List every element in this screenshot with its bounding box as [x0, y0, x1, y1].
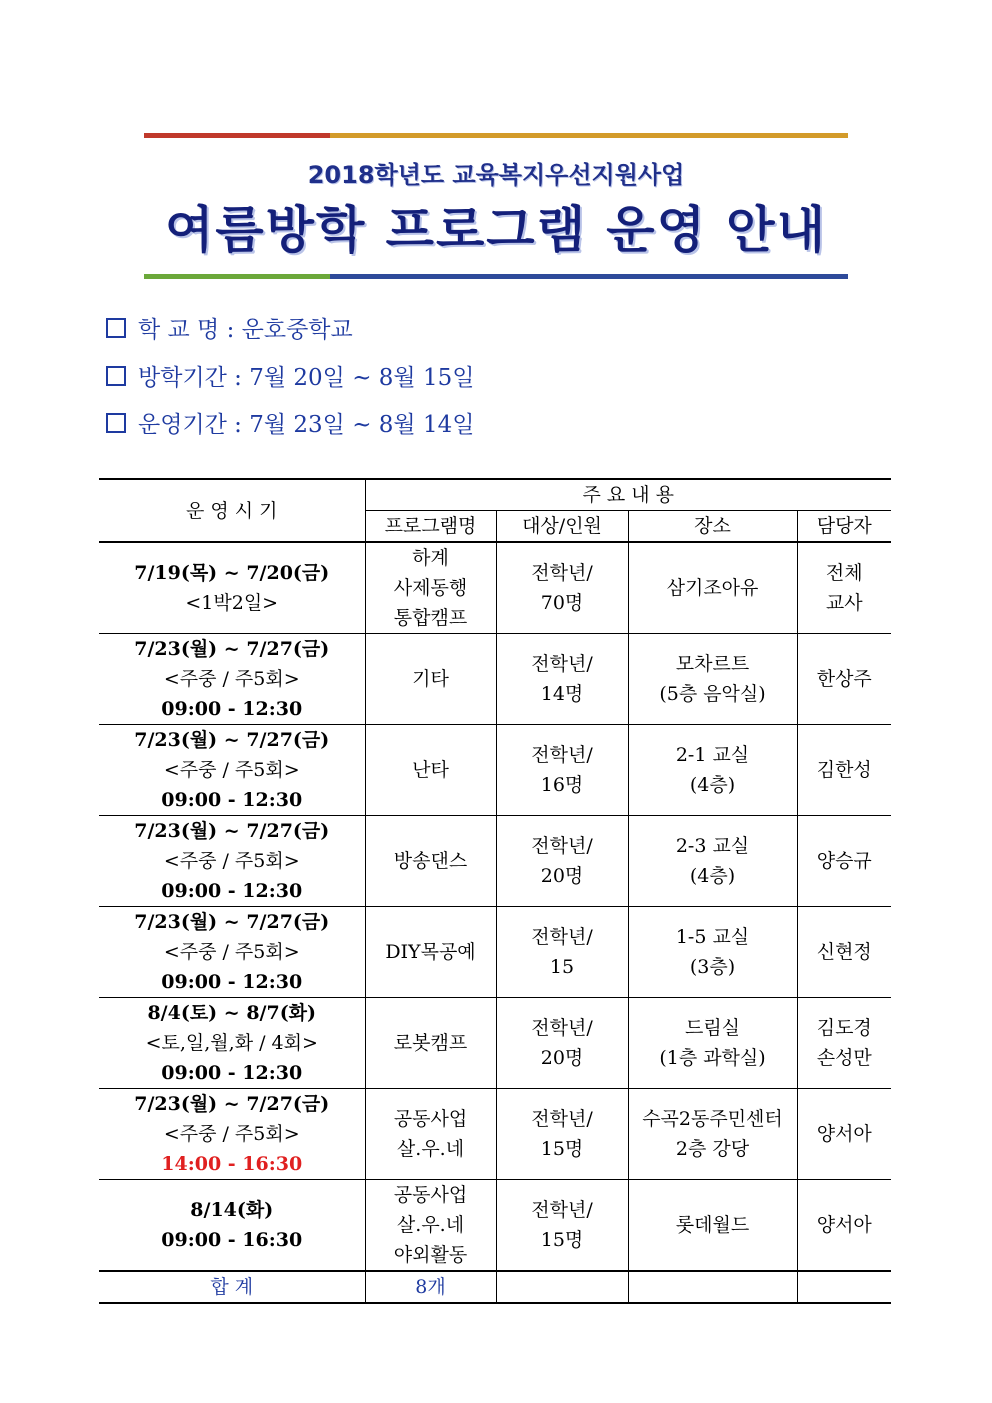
cell-place — [628, 998, 797, 1089]
place-line: (4층) — [689, 774, 736, 796]
place-line: (1층 과학실) — [659, 1047, 766, 1069]
table-row — [99, 998, 891, 1089]
cell-target — [496, 907, 628, 998]
total-empty — [496, 1271, 628, 1303]
place-line: 1-5 교실 — [675, 926, 750, 948]
period-time: 09:00 - 12:30 — [161, 880, 303, 902]
manager-line: 교사 — [825, 592, 863, 614]
manager-line: 신현정 — [816, 941, 872, 963]
period-sub: <주중 / 주5회> — [163, 941, 300, 963]
program-line: 통합캠프 — [393, 607, 468, 629]
program-table — [99, 478, 891, 1304]
cell-place — [628, 1180, 797, 1272]
program-line: 난타 — [412, 759, 449, 781]
manager-line: 전체 — [825, 562, 863, 584]
period-sub: <주중 / 주5회> — [163, 668, 300, 690]
target-line: 20명 — [540, 1047, 584, 1069]
header-period: 운 영 시 기 — [99, 479, 365, 542]
header-program: 프로그램명 — [365, 511, 496, 543]
info-operation — [106, 406, 474, 439]
target-line: 전학년/ — [531, 926, 593, 948]
program-line: 공동사업 — [393, 1184, 468, 1206]
target-line: 15명 — [540, 1138, 584, 1160]
period-date: 7/19(목) ~ 7/20(금) — [134, 562, 330, 584]
cell-period — [99, 816, 365, 907]
target-line: 전학년/ — [531, 1017, 593, 1039]
program-line: 방송댄스 — [393, 850, 468, 872]
place-line: 모차르트 — [675, 653, 750, 675]
cell-program — [365, 634, 496, 725]
cell-manager — [797, 725, 891, 816]
table-row — [99, 816, 891, 907]
checkbox-square-icon — [106, 413, 126, 433]
period-sub: <주중 / 주5회> — [163, 759, 300, 781]
cell-place — [628, 634, 797, 725]
period-sub: <토,일,월,화 / 4회> — [145, 1032, 318, 1054]
place-line: (5층 음악실) — [659, 683, 766, 705]
place-line: 2-3 교실 — [675, 835, 750, 857]
place-line: 수곡2동주민센터 — [642, 1108, 783, 1130]
top-rule-red — [144, 133, 330, 138]
manager-line: 양서아 — [816, 1123, 872, 1145]
cell-period — [99, 1180, 365, 1272]
program-line: 로봇캠프 — [393, 1032, 468, 1054]
table-row — [99, 725, 891, 816]
total-count: 8개 — [365, 1271, 496, 1303]
cell-manager — [797, 907, 891, 998]
table-row — [99, 634, 891, 725]
cell-program — [365, 542, 496, 634]
cell-manager — [797, 542, 891, 634]
total-empty — [628, 1271, 797, 1303]
bottom-rule-green — [144, 274, 330, 279]
table-row — [99, 542, 891, 634]
table-row — [99, 1089, 891, 1180]
place-line: (3층) — [689, 956, 736, 978]
manager-line: 손성만 — [816, 1047, 872, 1069]
place-line: 2-1 교실 — [675, 744, 750, 766]
program-line: 살.우.네 — [396, 1214, 465, 1236]
target-line: 전학년/ — [531, 835, 593, 857]
period-date: 8/14(화) — [190, 1199, 274, 1221]
cell-program — [365, 1180, 496, 1272]
cell-place — [628, 907, 797, 998]
period-date: 7/23(월) ~ 7/27(금) — [134, 638, 330, 660]
total-label: 합 계 — [99, 1271, 365, 1303]
total-empty — [797, 1271, 891, 1303]
bottom-rule-blue — [330, 274, 848, 279]
program-line: DIY목공예 — [385, 941, 476, 963]
target-line: 20명 — [540, 865, 584, 887]
manager-line: 김한성 — [816, 759, 872, 781]
place-line: 드림실 — [684, 1017, 741, 1039]
cell-manager — [797, 1180, 891, 1272]
top-rule-gold — [330, 133, 848, 138]
target-line: 15 — [549, 956, 575, 978]
program-line: 사제동행 — [393, 577, 468, 599]
place-line: 삼기조아유 — [666, 577, 759, 599]
cell-manager — [797, 816, 891, 907]
period-time: 09:00 - 16:30 — [161, 1229, 303, 1251]
header-target: 대상/인원 — [496, 511, 628, 543]
manager-line: 김도경 — [816, 1017, 872, 1039]
place-line: (4층) — [689, 865, 736, 887]
period-date: 7/23(월) ~ 7/27(금) — [134, 911, 330, 933]
target-line: 70명 — [540, 592, 584, 614]
period-sub: <주중 / 주5회> — [163, 1123, 300, 1145]
period-date: 8/4(토) ~ 8/7(화) — [147, 1002, 317, 1024]
cell-program — [365, 1089, 496, 1180]
cell-manager — [797, 998, 891, 1089]
cell-target — [496, 1180, 628, 1272]
manager-line: 양서아 — [816, 1214, 872, 1236]
cell-program — [365, 816, 496, 907]
period-time: 09:00 - 12:30 — [161, 971, 303, 993]
cell-target — [496, 1089, 628, 1180]
checkbox-square-icon — [106, 318, 126, 338]
table-row — [99, 907, 891, 998]
period-time: 09:00 - 12:30 — [161, 698, 303, 720]
place-line: 2층 강당 — [675, 1138, 750, 1160]
cell-program — [365, 907, 496, 998]
period-date: 7/23(월) ~ 7/27(금) — [134, 1093, 330, 1115]
target-line: 전학년/ — [531, 653, 593, 675]
info-operation-text: 운영기간 : 7월 23일 ~ 8월 14일 — [138, 412, 475, 438]
manager-line: 양승규 — [816, 850, 872, 872]
cell-target — [496, 816, 628, 907]
cell-target — [496, 725, 628, 816]
target-line: 15명 — [540, 1229, 584, 1251]
period-time: 14:00 - 16:30 — [161, 1153, 303, 1175]
target-line: 전학년/ — [531, 744, 593, 766]
target-line: 전학년/ — [531, 562, 593, 584]
period-date: 7/23(월) ~ 7/27(금) — [134, 820, 330, 842]
program-line: 공동사업 — [393, 1108, 468, 1130]
target-line: 16명 — [540, 774, 584, 796]
cell-manager — [797, 1089, 891, 1180]
cell-period — [99, 634, 365, 725]
table-row — [99, 1180, 891, 1272]
target-line: 전학년/ — [531, 1199, 593, 1221]
cell-target — [496, 998, 628, 1089]
page-title: 여름방학 프로그램 운영 안내 — [165, 201, 827, 259]
cell-place — [628, 816, 797, 907]
manager-line: 한상주 — [816, 668, 872, 690]
cell-place — [628, 1089, 797, 1180]
cell-place — [628, 542, 797, 634]
program-line: 하계 — [412, 547, 449, 569]
page-subtitle: 2018학년도 교육복지우선지원사업 — [307, 161, 685, 189]
info-school-text: 학 교 명 : 운호중학교 — [138, 317, 353, 343]
cell-program — [365, 725, 496, 816]
cell-target — [496, 634, 628, 725]
info-school — [106, 311, 353, 344]
period-sub: <주중 / 주5회> — [163, 850, 300, 872]
place-line: 롯데월드 — [675, 1214, 750, 1236]
target-line: 14명 — [540, 683, 584, 705]
program-line: 기타 — [412, 668, 449, 690]
header-place: 장소 — [628, 511, 797, 543]
cell-period — [99, 998, 365, 1089]
cell-period — [99, 907, 365, 998]
period-sub: <1박2일> — [185, 592, 279, 614]
checkbox-square-icon — [106, 366, 126, 386]
header-manager: 담당자 — [797, 511, 891, 543]
info-vacation-text: 방학기간 : 7월 20일 ~ 8월 15일 — [138, 365, 475, 391]
program-line: 살.우.네 — [396, 1138, 465, 1160]
info-vacation — [106, 359, 474, 392]
period-time: 09:00 - 12:30 — [161, 789, 303, 811]
cell-target — [496, 542, 628, 634]
cell-period — [99, 542, 365, 634]
period-date: 7/23(월) ~ 7/27(금) — [134, 729, 330, 751]
cell-program — [365, 998, 496, 1089]
period-time: 09:00 - 12:30 — [161, 1062, 303, 1084]
cell-period — [99, 1089, 365, 1180]
target-line: 전학년/ — [531, 1108, 593, 1130]
header-main-content: 주 요 내 용 — [365, 479, 891, 511]
cell-place — [628, 725, 797, 816]
cell-manager — [797, 634, 891, 725]
cell-period — [99, 725, 365, 816]
program-line: 야외활동 — [393, 1244, 468, 1266]
